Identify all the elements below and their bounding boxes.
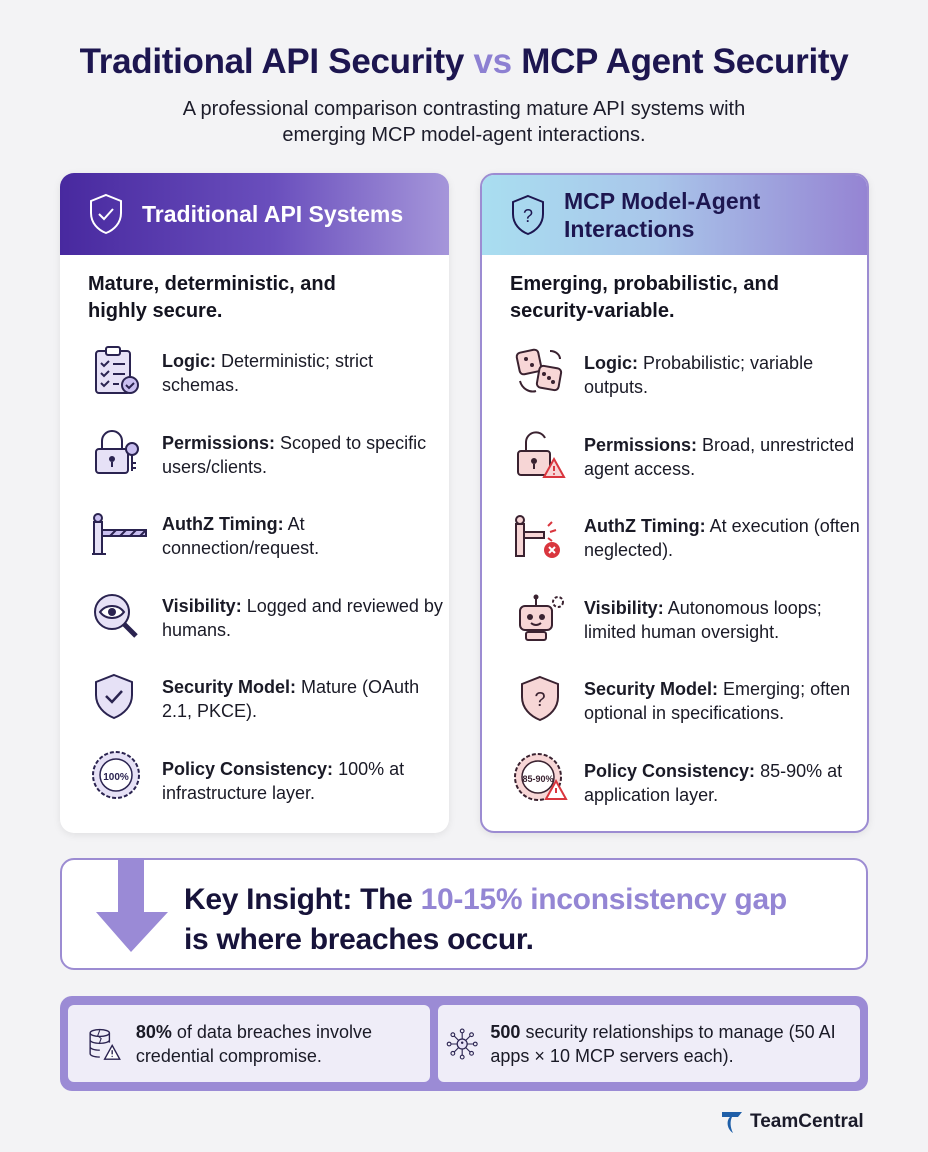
row-value: Scoped to specific users/clients. bbox=[162, 432, 427, 477]
down-arrow-icon bbox=[96, 858, 168, 952]
row-value: At execution (often neglected). bbox=[584, 516, 860, 560]
stat-text: security relationships to manage (50 AI apps × 10 MCP servers each). bbox=[490, 1021, 836, 1066]
row-value: 85-90% at application layer. bbox=[584, 760, 843, 805]
stat-value: 80% bbox=[135, 1021, 172, 1042]
insight-suffix: is where breaches occur. bbox=[184, 923, 534, 956]
teamcentral-logo-icon bbox=[722, 1110, 744, 1134]
card-header bbox=[482, 175, 867, 255]
shield-question-icon bbox=[508, 193, 548, 237]
row-visibility bbox=[60, 594, 449, 676]
card-header bbox=[60, 173, 449, 255]
stat-relationships bbox=[438, 1005, 860, 1082]
row-permissions bbox=[482, 433, 867, 515]
shield-check-icon bbox=[90, 671, 142, 723]
row-logic bbox=[60, 349, 449, 431]
broken-gate-icon bbox=[512, 510, 572, 562]
stat-breaches bbox=[68, 1005, 430, 1082]
row-value: At connection/request. bbox=[162, 514, 320, 558]
unlocked-warning-icon bbox=[512, 429, 572, 481]
row-value: Probabilistic; variable outputs. bbox=[584, 353, 814, 397]
row-label: Security Model: bbox=[162, 677, 297, 697]
stat-text: of data breaches involve credential compromise. bbox=[135, 1021, 372, 1066]
row-label: Security Model: bbox=[584, 679, 719, 699]
card-tagline bbox=[60, 255, 449, 325]
row-visibility bbox=[482, 596, 867, 678]
row-label: Logic: bbox=[584, 353, 638, 373]
seal-badge-icon bbox=[90, 753, 142, 805]
row-label: Policy Consistency: bbox=[162, 758, 334, 779]
title-part2: MCP Agent Security bbox=[521, 42, 849, 81]
key-insight-text bbox=[184, 880, 787, 960]
shield-question-icon bbox=[512, 673, 572, 725]
row-value: 100% at infrastructure layer. bbox=[162, 758, 405, 803]
stat-value: 500 bbox=[490, 1021, 521, 1042]
dice-icon bbox=[512, 347, 572, 399]
network-hub-icon bbox=[446, 1018, 478, 1070]
brand-name: TeamCentral bbox=[750, 1111, 864, 1132]
card-tagline bbox=[482, 255, 867, 325]
row-permissions bbox=[60, 431, 449, 513]
lock-key-icon bbox=[90, 427, 142, 479]
stats-band bbox=[60, 996, 868, 1091]
robot-gear-icon bbox=[512, 592, 572, 644]
shield-check-icon bbox=[86, 192, 126, 236]
badge-text: 85-90% bbox=[522, 773, 554, 784]
row-value: Deterministic; strict schemas. bbox=[162, 351, 374, 395]
row-policy-consistency bbox=[60, 757, 449, 834]
subtitle bbox=[0, 96, 928, 148]
seal-warning-icon bbox=[512, 755, 572, 807]
subtitle-line1: A professional comparison contrasting mature API systems with bbox=[182, 98, 746, 120]
row-logic bbox=[482, 351, 867, 433]
title-vs: vs bbox=[473, 42, 512, 81]
title-line2: Interactions bbox=[564, 216, 695, 242]
barrier-gate-icon bbox=[90, 508, 150, 560]
tagline-line1: Emerging, probabilistic, and bbox=[510, 273, 779, 295]
database-warning-icon bbox=[86, 1018, 122, 1070]
tagline-line2: security-variable. bbox=[510, 300, 675, 322]
row-security-model bbox=[60, 675, 449, 757]
insight-highlight: 10-15% inconsistency gap bbox=[420, 883, 787, 916]
row-policy-consistency bbox=[482, 759, 867, 834]
row-security-model bbox=[482, 677, 867, 759]
row-label: Visibility: bbox=[162, 595, 242, 616]
svg-text:?: ? bbox=[534, 689, 546, 711]
row-value: Mature (OAuth 2.1, PKCE). bbox=[162, 677, 420, 721]
title-line1: MCP Model-Agent bbox=[564, 188, 761, 214]
subtitle-line2: emerging MCP model-agent interactions. bbox=[282, 124, 646, 146]
title-part1: Traditional API Security bbox=[79, 42, 464, 81]
row-label: AuthZ Timing: bbox=[162, 514, 284, 534]
row-label: Logic: bbox=[162, 351, 216, 371]
traditional-api-card bbox=[60, 173, 449, 833]
card-title bbox=[564, 187, 760, 243]
brand-logo bbox=[722, 1110, 864, 1134]
page-title bbox=[0, 42, 928, 82]
row-label: Permissions: bbox=[584, 434, 698, 455]
key-insight-box bbox=[60, 858, 868, 970]
svg-text:?: ? bbox=[522, 206, 534, 226]
mcp-agent-card bbox=[480, 173, 869, 833]
magnifier-eye-icon bbox=[90, 590, 142, 642]
row-label: AuthZ Timing: bbox=[584, 516, 706, 536]
row-authz-timing bbox=[60, 512, 449, 594]
tagline-line2: highly secure. bbox=[88, 300, 223, 322]
row-authz-timing bbox=[482, 514, 867, 596]
row-value: Emerging; often optional in specifications. bbox=[584, 679, 851, 723]
row-label: Policy Consistency: bbox=[584, 760, 756, 781]
row-value: Broad, unrestricted agent access. bbox=[584, 434, 855, 479]
card-title: Traditional API Systems bbox=[142, 201, 404, 227]
row-label: Permissions: bbox=[162, 432, 276, 453]
insight-prefix: Key Insight: The bbox=[184, 883, 421, 916]
badge-text: 100% bbox=[103, 771, 129, 783]
checklist-clipboard-icon bbox=[90, 345, 142, 397]
row-value: Logged and reviewed by humans. bbox=[162, 595, 443, 640]
tagline-line1: Mature, deterministic, and bbox=[88, 273, 336, 295]
row-label: Visibility: bbox=[584, 597, 664, 618]
row-value: Autonomous loops; limited human oversight. bbox=[584, 597, 822, 642]
